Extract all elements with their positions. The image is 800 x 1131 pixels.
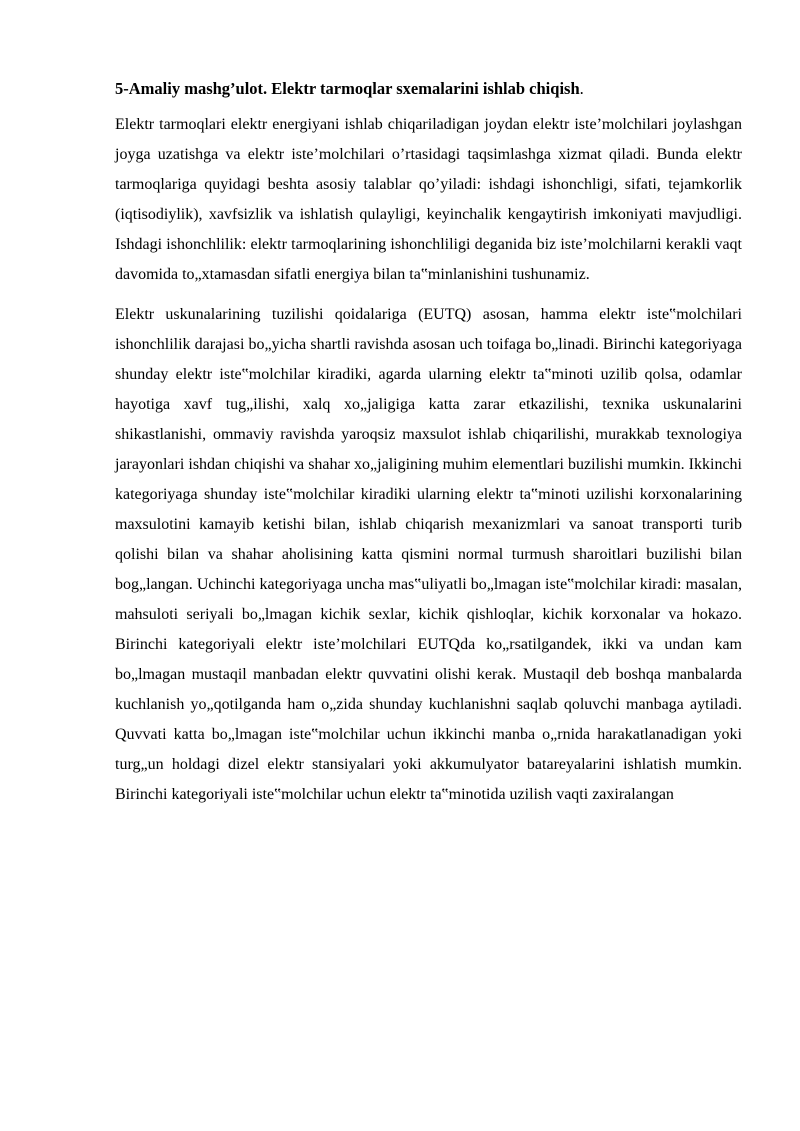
page-title-text: 5-Amaliy mashg’ulot. Elektr tarmoqlar sxemalarini ishlab chiqish: [115, 79, 580, 98]
page-title-period: .: [579, 79, 584, 98]
page-title: [115, 74, 742, 104]
paragraph-intro: Elektr tarmoqlari elektr energiyani ishlab chiqariladigan joydan elektr iste’molchilari joylashgan joyga uzatishga va elektr iste’molchilari o’rtasidagi taqsimlashga xizmat qiladi. Bunda elektr tarmoqlariga quyidagi beshta asosiy talablar qo’yiladi: ishdagi ishonchligi, sifati, tejamkorlik (iqtisodiylik), xavfsizlik va ishlatish qulayligi, keyinchalik kengaytirish imkoniyati mavjudligi. Ishdagi ishonchlilik: elektr tarmoqlarining ishonchliligi deganida biz iste’molchilarni kerakli vaqt davomida to„xtamasdan sifatli energiya bilan ta‟minlanishini tushunamiz.: [115, 116, 742, 283]
document-page: [115, 74, 742, 820]
paragraph-categories: Elektr uskunalarining tuzilishi qoidalariga (EUTQ) asosan, hamma elektr iste‟molchilari ishonchlilik darajasi bo„yicha shartli ravishda asosan uch toifaga bo„linadi. Birinchi kategoriyaga shunday elektr iste‟molchilar kiradiki, agarda ularning elektr ta‟minoti uzilib qolsa, odamlar hayotiga xavf tug„ilishi, xalq xo„jaligiga katta zarar etkazilishi, texnika uskunalarini shikastlanishi, ommaviy ravishda yaroqsiz maxsulot ishlab chiqarilishi, murakkab texnologiya jarayonlari ishdan chiqishi va shahar xo„jaligining muhim elementlari buzilishi mumkin. Ikkinchi kategoriyaga shunday iste‟molchilar kiradiki ularning elektr ta‟minoti uzilishi korxonalarining maxsulotini kamayib ketishi bilan, ishlab chiqarish mexanizmlari va sanoat transporti turib qolishi bilan va shahar aholisining katta qismini normal turmush sharoitlari buzilishi bilan bog„langan. Uchinchi kategoriyaga uncha mas‟uliyatli bo„lmagan iste‟molchilar kiradi: masalan, mahsuloti seriyali bo„lmagan kichik sexlar, kichik qishloqlar, kichik korxonalar va hokazo. Birinchi kategoriyali elektr iste’molchilari EUTQda ko„rsatilgandek, ikki va undan kam bo„lmagan mustaqil manbadan elektr quvvatini olishi kerak. Mustaqil deb boshqa manbalarda kuchlanish yo„qotilganda ham o„zida shunday kuchlanishni saqlab qoluvchi manbaga aytiladi. Quvvati katta bo„lmagan iste‟molchilar uchun ikkinchi manba o„rnida harakatlanadigan yoki turg„un holdagi dizel elektr stansiyalari yoki akkumulyator batareyalarini ishlatish mumkin. Birinchi kategoriyali iste‟molchilar uchun elektr ta‟minotida uzilish vaqti zaxiralangan: [115, 306, 742, 803]
